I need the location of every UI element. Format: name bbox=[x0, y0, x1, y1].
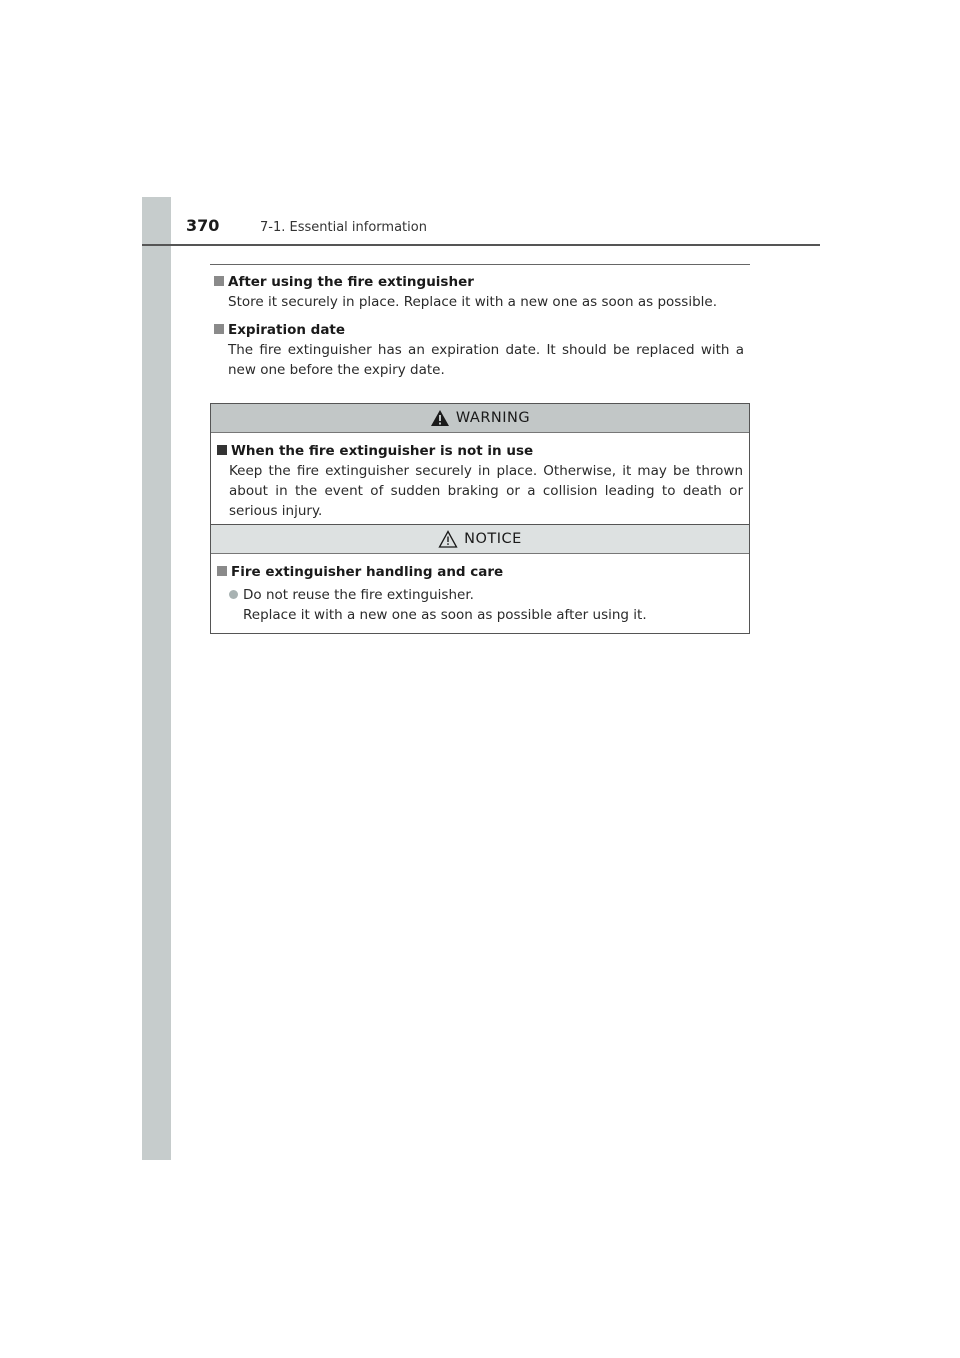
item-heading: After using the fire extinguisher bbox=[228, 274, 474, 290]
warning-box bbox=[210, 403, 750, 530]
item-heading: Expiration date bbox=[228, 322, 346, 338]
caution-triangle-outline-icon bbox=[438, 530, 458, 548]
warning-triangle-icon bbox=[430, 409, 450, 427]
info-item-after-use bbox=[214, 272, 754, 312]
warning-title-bar bbox=[211, 404, 749, 433]
header-rule bbox=[142, 244, 820, 246]
square-bullet-icon bbox=[214, 276, 224, 286]
warning-title: WARNING bbox=[455, 410, 531, 426]
square-bullet-icon bbox=[217, 445, 227, 455]
notice-title: NOTICE bbox=[464, 531, 522, 547]
square-bullet-icon bbox=[217, 566, 227, 576]
notice-content bbox=[211, 554, 749, 633]
notice-title-bar bbox=[211, 525, 749, 554]
item-body: Store it securely in place. Replace it with a new one as soon as possible. bbox=[228, 294, 718, 310]
notice-bullet: Do not reuse the fire extinguisher. bbox=[243, 587, 474, 603]
notice-heading: Fire extinguisher handling and care bbox=[231, 564, 504, 580]
square-bullet-icon bbox=[214, 324, 224, 334]
warning-heading: When the fire extinguisher is not in use bbox=[231, 443, 534, 459]
notice-box bbox=[210, 524, 750, 634]
chapter-title: 7-1. Essential information bbox=[260, 220, 427, 235]
item-body: The fire extinguisher has an expiration date. It should be replaced with a new one before the expiry date. bbox=[228, 342, 744, 378]
section-rule bbox=[210, 264, 750, 265]
warning-body: Keep the fire extinguisher securely in place. Otherwise, it may be thrown about in the event of sudden braking or a collision leading to death or serious injury. bbox=[229, 463, 743, 519]
chapter-sidebar-tab bbox=[142, 197, 171, 1160]
notice-bullet-detail: Replace it with a new one as soon as possible after using it. bbox=[243, 607, 647, 623]
circle-bullet-icon bbox=[229, 590, 238, 599]
warning-content bbox=[211, 433, 749, 529]
page-number: 370 bbox=[186, 216, 220, 235]
info-item-expiration bbox=[214, 320, 754, 380]
